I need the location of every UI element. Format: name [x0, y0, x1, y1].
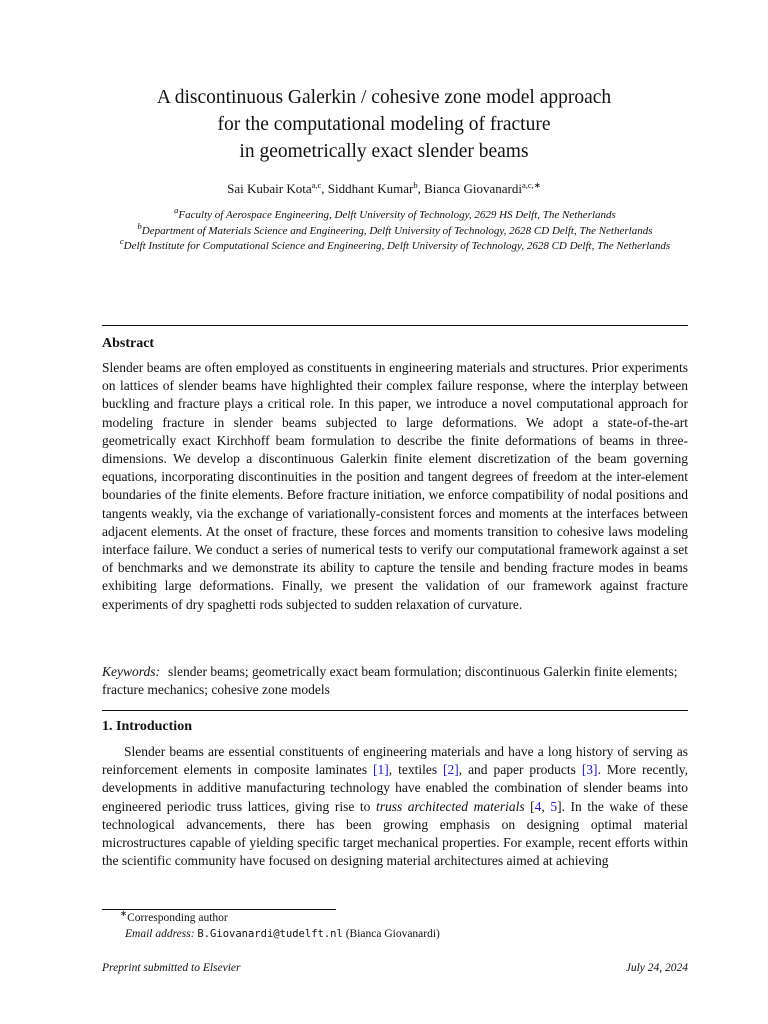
footnote-rule — [102, 909, 336, 910]
affiliation-list — [102, 205, 688, 255]
affiliation — [102, 220, 688, 240]
intro-text: , — [541, 798, 551, 814]
keywords — [102, 663, 688, 699]
intro-text: , textiles — [388, 762, 444, 778]
affiliation-text: Faculty of Aerospace Engineering, Delft University of Technology, 2629 HS Delft, The Netherlands — [178, 209, 616, 221]
intro-text: , and paper products — [458, 762, 582, 778]
citation-link[interactable]: 4 — [534, 798, 542, 814]
intro-text: [ — [524, 798, 535, 814]
footnote-corresponding — [120, 908, 680, 926]
author-list: Sai Kubair Kota$^{a,c}$, Siddhant Kumar$^b$, Bianca Giovanardi$^{a,c,∗}$ — [227, 180, 541, 196]
author-name: Sai Kubair Kota — [227, 181, 312, 196]
citation-link[interactable]: 5 — [550, 798, 558, 814]
citation-link[interactable]: [1] — [373, 762, 389, 778]
affiliation-text: Delft Institute for Computational Science and Engineering, Delft University of Technology, 2628 CD Delft, The Netherlands — [123, 240, 671, 252]
page-footer — [102, 962, 688, 974]
introduction-paragraph — [102, 743, 688, 870]
email-owner: (Bianca Giovanardi) — [345, 928, 440, 940]
footnote-email — [125, 927, 685, 942]
keywords-label: Keywords: — [102, 664, 160, 679]
paper-title — [84, 84, 684, 165]
keywords-text: slender beams; geometrically exact beam formulation; discontinuous Galerkin finite elements; fracture mechanics; cohesive zone models — [102, 664, 678, 698]
author-name: Bianca Giovanardi — [424, 181, 522, 196]
abstract-bottom-rule — [102, 710, 688, 711]
citation-link[interactable]: [2] — [443, 762, 459, 778]
email-label: Email address: — [125, 928, 195, 940]
footer-date: July 24, 2024 — [625, 962, 688, 974]
author-name: Siddhant Kumar — [327, 181, 414, 196]
author-affil-mark: a,c — [311, 180, 322, 190]
author-affil-mark: b — [413, 180, 418, 190]
footer-preprint-note: Preprint submitted to Elsevier — [102, 962, 241, 974]
abstract-top-rule — [102, 325, 688, 326]
intro-text: Slender beams are essential constituents of engineering materials and have a long history of serving as reinforcement elements in composite laminates — [102, 744, 688, 778]
abstract-heading: Abstract — [102, 336, 155, 351]
affiliation-text: Department of Materials Science and Engineering, Delft University of Technology, 2628 CD Delft, The Netherlands — [141, 224, 653, 237]
affiliation — [102, 205, 688, 224]
affiliation-mark: a — [174, 205, 179, 215]
title-line: A discontinuous Galerkin / cohesive zone model approach — [156, 87, 612, 108]
affiliation-mark: b — [137, 220, 142, 231]
intro-text: . More recently, developments in additive manufacturing technology have enabled the combination of slender beams into engineered periodic truss lattices, giving rise to — [102, 762, 688, 814]
footnote-mark: ∗ — [120, 908, 128, 918]
abstract-body: Slender beams are often employed as constituents in engineering materials and structures. Prior experiments on lattices of slender beams have highlighted their complex failure response, where the interplay between buckling and fracture plays a critical role. In this paper, we introduce a novel computational approach for modeling fracture in slender beams subjected to large deformations. We adopt a state-of-the-art geometrically exact Kirchhoff beam formulation to describe the finite deformations of beams in three-dimensions. We develop a discontinuous Galerkin finite element discretization of the beam governing equations, incorporating discontinuities in the position and tangent degrees of freedom at the inter-element boundaries of the finite elements. Before fracture initiation, we enforce compatibility of nodal positions and tangents weakly, via the exchange of variationally-consistent forces and moments at the interfaces between adjacent elements. At the onset of fracture, these forces and moments transition to cohesive laws modeling interface failure. We conduct a series of numerical tests to verify our computational framework against a set of benchmarks and we demonstrate its ability to capture the tensile and bending fracture modes in beams exhibiting large deformations. Finally, we present the validation of our framework against fracture experiments of dry spaghetti rods subjected to sudden relaxation of curvature. — [102, 360, 688, 612]
section-heading-introduction: 1. Introduction — [102, 719, 192, 734]
email-link[interactable]: B.Giovanardi@tudelft.nl — [197, 928, 343, 940]
affiliation-mark: c — [119, 236, 124, 246]
title-line: in geometrically exact slender beams — [239, 141, 529, 162]
citation-link[interactable]: [3] — [581, 762, 598, 778]
intro-emphasis: truss architected materials — [375, 798, 525, 814]
author-affil-mark: a,c,∗ — [521, 180, 541, 190]
footnote-text: Corresponding author — [127, 912, 228, 924]
title-line: for the computational modeling of fracture — [217, 114, 551, 135]
affiliation — [102, 236, 688, 255]
intro-text: ]. In the wake of these technological advancements, there has been growing emphasis on designing optimal material microstructures capable of yielding specific target mechanical properties. For example, recent efforts within the scientific community have focused on designing material architectures aimed at achieving — [102, 798, 688, 869]
